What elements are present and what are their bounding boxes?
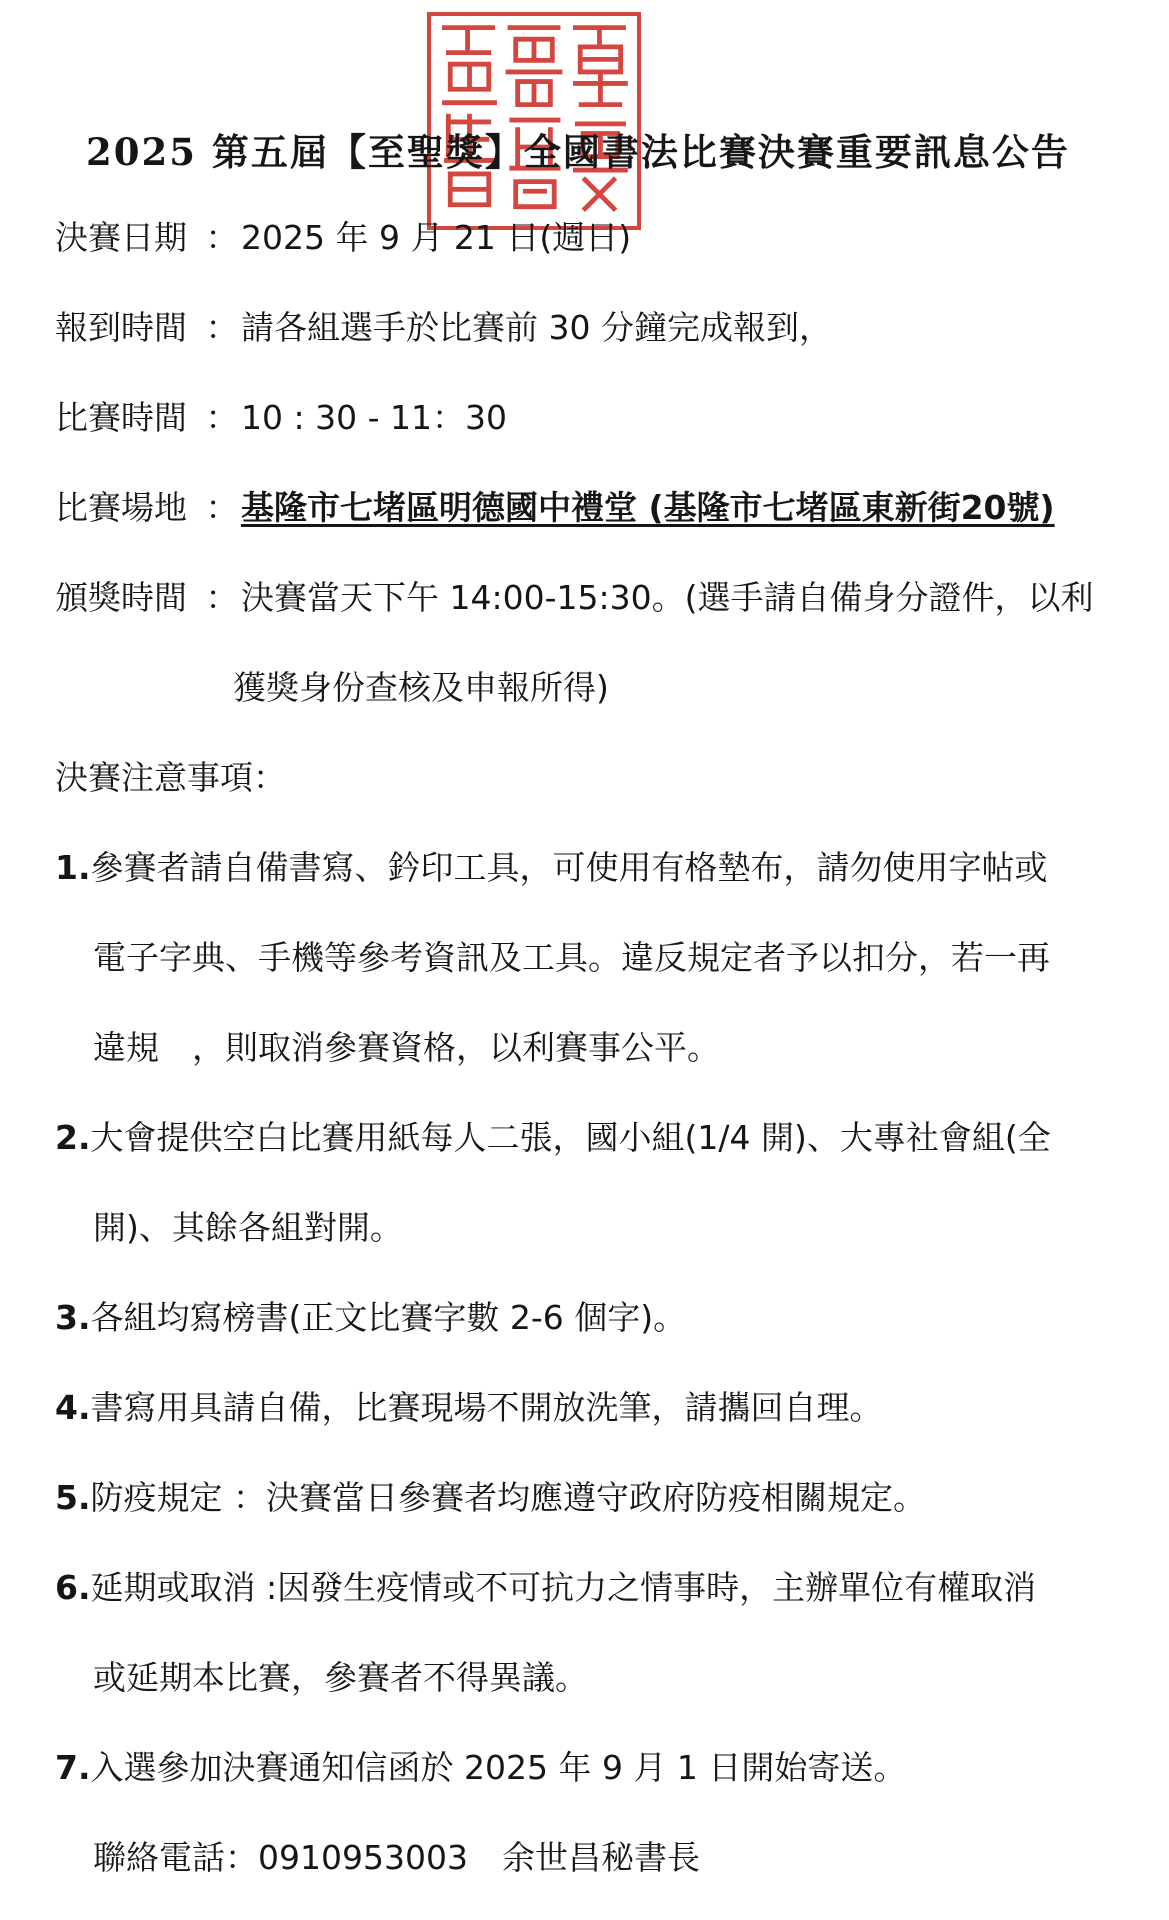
note-item-5	[55, 1478, 926, 1518]
field-separator: ：	[205, 488, 239, 527]
seal-glyphs-icon	[431, 16, 637, 226]
note-line: 大會提供空白比賽用紙每人二張，國小組(1/4 開)、大專社會組(全	[90, 1118, 1051, 1157]
note-line: 各組均寫榜書(正文比賽字數 2-6 個字)。	[90, 1298, 687, 1337]
note-number: 3.	[55, 1298, 91, 1337]
note-item-4	[55, 1388, 883, 1428]
field-separator: ：	[205, 578, 239, 617]
note-item-3	[55, 1298, 686, 1338]
note-number: 6.	[55, 1568, 91, 1607]
field-separator: ：	[205, 218, 239, 257]
contact-line	[93, 1838, 700, 1878]
field-label: 報到時間	[55, 308, 187, 347]
page-title: 2025 第五屆【至聖獎】全國書法比賽決賽重要訊息公告	[86, 130, 1070, 174]
venue-address: 基隆市七堵區明德國中禮堂 (基隆市七堵區東新街20號)	[241, 488, 1055, 527]
note-number: 2.	[55, 1118, 91, 1157]
note-item-2	[55, 1118, 1051, 1158]
field-separator: ：	[205, 398, 239, 437]
note-line: 電子字典、手機等參考資訊及工具。違反規定者予以扣分，若一再	[93, 938, 1050, 977]
field-checkin-time	[55, 308, 832, 348]
note-item-7	[55, 1748, 906, 1788]
field-label: 比賽場地	[55, 488, 187, 527]
note-line: 入選參加決賽通知信函於 2025 年 9 月 1 日開始寄送。	[90, 1748, 907, 1787]
contact-phone: 0910953003	[258, 1838, 468, 1877]
field-label: 決賽日期	[55, 218, 187, 257]
red-seal-stamp	[427, 12, 641, 230]
note-number: 5.	[55, 1478, 91, 1517]
field-value: 決賽當天下午 14:00-15:30。(選手請自備身分證件，以利	[241, 578, 1094, 617]
note-number: 7.	[55, 1748, 91, 1787]
note-item-6	[55, 1568, 1036, 1608]
field-final-date	[55, 218, 631, 258]
field-contest-time	[55, 398, 507, 438]
note-number: 4.	[55, 1388, 91, 1427]
note-item-1	[55, 848, 1048, 888]
field-award-time-continued: 獲獎身份查核及申報所得)	[233, 668, 609, 707]
note-line: 書寫用具請自備，比賽現場不開放洗筆，請攜回自理。	[90, 1388, 883, 1427]
field-value: 10 : 30 - 11：30	[241, 398, 507, 437]
note-line: 參賽者請自備書寫、鈐印工具，可使用有格墊布，請勿使用字帖或	[90, 848, 1048, 887]
field-venue	[55, 488, 1055, 528]
note-line: 防疫規定 ：決賽當日參賽者均應遵守政府防疫相關規定。	[90, 1478, 926, 1517]
field-label: 頒獎時間	[55, 578, 187, 617]
field-value: 2025 年 9 月 21 日(週日)	[241, 218, 632, 257]
field-label: 比賽時間	[55, 398, 187, 437]
contact-person: 余世昌秘書長	[501, 1838, 700, 1877]
note-number: 1.	[55, 848, 91, 887]
contact-label: 聯絡電話：	[93, 1838, 258, 1877]
note-line: 延期或取消 :因發生疫情或不可抗力之情事時，主辦單位有權取消	[90, 1568, 1037, 1607]
field-value: 請各組選手於比賽前 30 分鐘完成報到，	[241, 308, 832, 347]
field-award-time	[55, 578, 1093, 618]
note-line: 或延期本比賽，參賽者不得異議。	[93, 1658, 588, 1697]
field-separator: ：	[205, 308, 239, 347]
note-line: 開)、其餘各組對開。	[93, 1208, 403, 1247]
note-line: 違規 ，則取消參賽資格，以利賽事公平。	[93, 1028, 720, 1067]
notes-heading: 決賽注意事項：	[55, 758, 286, 797]
